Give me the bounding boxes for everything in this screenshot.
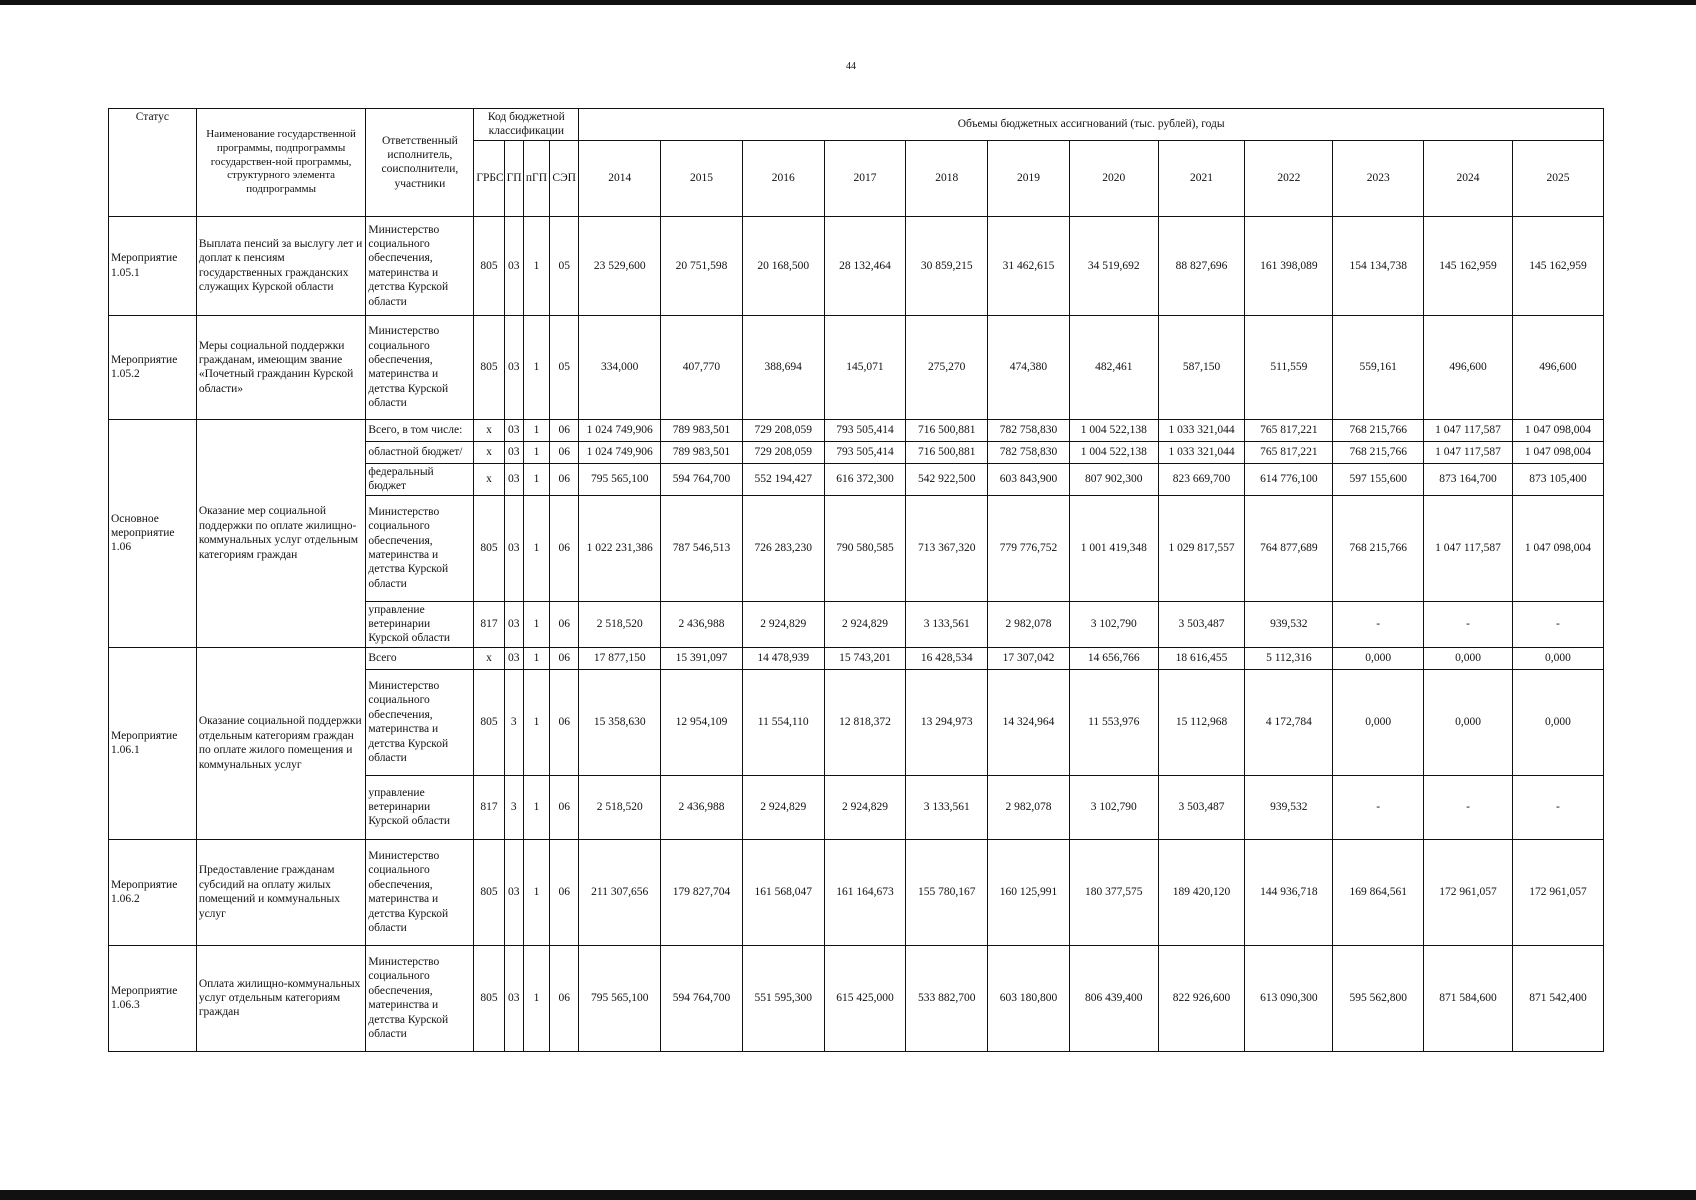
- header-year-col: 2023: [1333, 140, 1424, 216]
- value-cell: 11 554,110: [742, 669, 824, 775]
- status-cell: Мероприятие 1.05.1: [109, 216, 197, 315]
- value-cell: -: [1512, 601, 1603, 647]
- value-cell: 768 215,766: [1333, 441, 1424, 463]
- header-year-col: 2015: [661, 140, 743, 216]
- header-code-col: пГП: [523, 140, 549, 216]
- executor-cell: Министерство социального обеспечения, материнства и детства Курской области: [366, 839, 474, 945]
- value-cell: 2 924,829: [742, 775, 824, 839]
- value-cell: 0,000: [1333, 647, 1424, 669]
- value-cell: 1 004 522,138: [1069, 441, 1158, 463]
- value-cell: 603 843,900: [988, 463, 1070, 495]
- value-cell: 873 105,400: [1512, 463, 1603, 495]
- value-cell: 939,532: [1245, 601, 1333, 647]
- value-cell: -: [1512, 775, 1603, 839]
- value-cell: 16 428,534: [906, 647, 988, 669]
- value-cell: 1 047 098,004: [1512, 419, 1603, 441]
- value-cell: 179 827,704: [661, 839, 743, 945]
- value-cell: 789 983,501: [661, 419, 743, 441]
- value-cell: 614 776,100: [1245, 463, 1333, 495]
- value-cell: 823 669,700: [1158, 463, 1245, 495]
- value-cell: 787 546,513: [661, 495, 743, 601]
- code-cell: 03: [504, 647, 523, 669]
- value-cell: 161 398,089: [1245, 216, 1333, 315]
- value-cell: 594 764,700: [661, 945, 743, 1051]
- value-cell: 2 518,520: [579, 601, 661, 647]
- code-cell: 05: [550, 315, 579, 419]
- header-executor: Ответственный исполнитель, соисполнители, участники: [366, 109, 474, 217]
- value-cell: 822 926,600: [1158, 945, 1245, 1051]
- code-cell: 03: [504, 495, 523, 601]
- header-status: Статус: [109, 109, 197, 217]
- header-year-col: 2021: [1158, 140, 1245, 216]
- value-cell: 15 358,630: [579, 669, 661, 775]
- value-cell: 2 436,988: [661, 601, 743, 647]
- code-cell: 3: [504, 669, 523, 775]
- value-cell: 88 827,696: [1158, 216, 1245, 315]
- value-cell: 2 982,078: [988, 601, 1070, 647]
- code-cell: 1: [523, 669, 549, 775]
- header-year-col: 2025: [1512, 140, 1603, 216]
- executor-cell: федеральный бюджет: [366, 463, 474, 495]
- executor-cell: управление ветеринарии Курской области: [366, 601, 474, 647]
- code-cell: 03: [504, 216, 523, 315]
- header-name: Наименование государственной программы, подпрограммы государствен-ной программы, структурного элемента подпрограммы: [196, 109, 366, 217]
- table-row: [109, 216, 1604, 315]
- code-cell: 06: [550, 601, 579, 647]
- budget-table: [108, 108, 1604, 1052]
- header-code-col: ГП: [504, 140, 523, 216]
- value-cell: -: [1424, 775, 1513, 839]
- value-cell: -: [1424, 601, 1513, 647]
- value-cell: 795 565,100: [579, 463, 661, 495]
- value-cell: 15 743,201: [824, 647, 906, 669]
- code-cell: 1: [523, 601, 549, 647]
- value-cell: -: [1333, 601, 1424, 647]
- code-cell: 06: [550, 945, 579, 1051]
- value-cell: 1 047 098,004: [1512, 495, 1603, 601]
- value-cell: 144 936,718: [1245, 839, 1333, 945]
- value-cell: 765 817,221: [1245, 419, 1333, 441]
- code-cell: 805: [474, 216, 504, 315]
- value-cell: 161 164,673: [824, 839, 906, 945]
- value-cell: 275,270: [906, 315, 988, 419]
- value-cell: 5 112,316: [1245, 647, 1333, 669]
- value-cell: 716 500,881: [906, 419, 988, 441]
- value-cell: 23 529,600: [579, 216, 661, 315]
- value-cell: 2 518,520: [579, 775, 661, 839]
- name-cell: Оказание социальной поддержки отдельным категориям граждан по оплате жилого помещения и коммунальных услуг: [196, 647, 366, 839]
- value-cell: 716 500,881: [906, 441, 988, 463]
- header-year-col: 2019: [988, 140, 1070, 216]
- value-cell: 189 420,120: [1158, 839, 1245, 945]
- value-cell: 0,000: [1424, 669, 1513, 775]
- executor-cell: Всего: [366, 647, 474, 669]
- value-cell: 334,000: [579, 315, 661, 419]
- executor-cell: Министерство социального обеспечения, материнства и детства Курской области: [366, 315, 474, 419]
- code-cell: 1: [523, 839, 549, 945]
- value-cell: 795 565,100: [579, 945, 661, 1051]
- value-cell: 871 542,400: [1512, 945, 1603, 1051]
- header-year-col: 2024: [1424, 140, 1513, 216]
- value-cell: 3 102,790: [1069, 601, 1158, 647]
- value-cell: 1 001 419,348: [1069, 495, 1158, 601]
- header-code-col: СЭП: [550, 140, 579, 216]
- value-cell: 793 505,414: [824, 419, 906, 441]
- value-cell: 559,161: [1333, 315, 1424, 419]
- value-cell: 768 215,766: [1333, 495, 1424, 601]
- status-cell: Мероприятие 1.06.2: [109, 839, 197, 945]
- value-cell: 595 562,800: [1333, 945, 1424, 1051]
- value-cell: 34 519,692: [1069, 216, 1158, 315]
- value-cell: 587,150: [1158, 315, 1245, 419]
- value-cell: 145,071: [824, 315, 906, 419]
- value-cell: 3 133,561: [906, 775, 988, 839]
- value-cell: 1 033 321,044: [1158, 441, 1245, 463]
- code-cell: 1: [523, 419, 549, 441]
- scan-edge-bottom: [0, 1190, 1696, 1200]
- code-cell: 1: [523, 945, 549, 1051]
- value-cell: 0,000: [1333, 669, 1424, 775]
- code-cell: 805: [474, 945, 504, 1051]
- value-cell: 211 307,656: [579, 839, 661, 945]
- value-cell: 154 134,738: [1333, 216, 1424, 315]
- code-cell: 06: [550, 775, 579, 839]
- value-cell: 1 004 522,138: [1069, 419, 1158, 441]
- code-cell: 1: [523, 315, 549, 419]
- value-cell: 789 983,501: [661, 441, 743, 463]
- value-cell: 1 047 098,004: [1512, 441, 1603, 463]
- code-cell: 03: [504, 601, 523, 647]
- value-cell: 594 764,700: [661, 463, 743, 495]
- code-cell: x: [474, 647, 504, 669]
- code-cell: 03: [504, 315, 523, 419]
- value-cell: 3 102,790: [1069, 775, 1158, 839]
- name-cell: Предоставление гражданам субсидий на оплату жилых помещений и коммунальных услуг: [196, 839, 366, 945]
- status-cell: Мероприятие 1.06.1: [109, 647, 197, 839]
- code-cell: 817: [474, 775, 504, 839]
- code-cell: 1: [523, 647, 549, 669]
- header-code-group: Код бюджетной классификации: [474, 109, 579, 141]
- value-cell: 18 616,455: [1158, 647, 1245, 669]
- value-cell: 729 208,059: [742, 419, 824, 441]
- code-cell: 03: [504, 463, 523, 495]
- value-cell: 603 180,800: [988, 945, 1070, 1051]
- value-cell: 2 436,988: [661, 775, 743, 839]
- table-row: [109, 839, 1604, 945]
- value-cell: 4 172,784: [1245, 669, 1333, 775]
- value-cell: 793 505,414: [824, 441, 906, 463]
- value-cell: 551 595,300: [742, 945, 824, 1051]
- code-cell: 1: [523, 216, 549, 315]
- value-cell: 17 877,150: [579, 647, 661, 669]
- name-cell: Выплата пенсий за выслугу лет и доплат к пенсиям государственных гражданских служащих Курской области: [196, 216, 366, 315]
- value-cell: 873 164,700: [1424, 463, 1513, 495]
- status-cell: Мероприятие 1.06.3: [109, 945, 197, 1051]
- value-cell: 533 882,700: [906, 945, 988, 1051]
- table-row: [109, 945, 1604, 1051]
- table-row: [109, 419, 1604, 441]
- value-cell: 0,000: [1512, 647, 1603, 669]
- value-cell: 2 924,829: [824, 775, 906, 839]
- status-cell: Основное мероприятие 1.06: [109, 419, 197, 647]
- value-cell: 145 162,959: [1424, 216, 1513, 315]
- value-cell: 3 503,487: [1158, 601, 1245, 647]
- value-cell: 3 503,487: [1158, 775, 1245, 839]
- value-cell: 14 656,766: [1069, 647, 1158, 669]
- value-cell: 145 162,959: [1512, 216, 1603, 315]
- page-number: 44: [846, 61, 856, 72]
- value-cell: 180 377,575: [1069, 839, 1158, 945]
- value-cell: 31 462,615: [988, 216, 1070, 315]
- executor-cell: Всего, в том числе:: [366, 419, 474, 441]
- executor-cell: Министерство социального обеспечения, материнства и детства Курской области: [366, 945, 474, 1051]
- code-cell: x: [474, 419, 504, 441]
- value-cell: 3 133,561: [906, 601, 988, 647]
- value-cell: 155 780,167: [906, 839, 988, 945]
- value-cell: 615 425,000: [824, 945, 906, 1051]
- value-cell: 160 125,991: [988, 839, 1070, 945]
- value-cell: 13 294,973: [906, 669, 988, 775]
- value-cell: 482,461: [1069, 315, 1158, 419]
- value-cell: 15 112,968: [1158, 669, 1245, 775]
- value-cell: 28 132,464: [824, 216, 906, 315]
- code-cell: 805: [474, 669, 504, 775]
- code-cell: 06: [550, 419, 579, 441]
- header-code-col: ГРБС: [474, 140, 504, 216]
- value-cell: 20 751,598: [661, 216, 743, 315]
- scan-edge-top: [0, 0, 1696, 5]
- value-cell: 806 439,400: [1069, 945, 1158, 1051]
- table-row: [109, 315, 1604, 419]
- value-cell: 1 024 749,906: [579, 441, 661, 463]
- value-cell: 807 902,300: [1069, 463, 1158, 495]
- value-cell: 765 817,221: [1245, 441, 1333, 463]
- value-cell: 12 818,372: [824, 669, 906, 775]
- executor-cell: управление ветеринарии Курской области: [366, 775, 474, 839]
- code-cell: 06: [550, 441, 579, 463]
- code-cell: 03: [504, 839, 523, 945]
- value-cell: 542 922,500: [906, 463, 988, 495]
- value-cell: 790 580,585: [824, 495, 906, 601]
- code-cell: 06: [550, 647, 579, 669]
- value-cell: 14 324,964: [988, 669, 1070, 775]
- header-year-col: 2018: [906, 140, 988, 216]
- code-cell: 1: [523, 495, 549, 601]
- value-cell: 552 194,427: [742, 463, 824, 495]
- value-cell: 613 090,300: [1245, 945, 1333, 1051]
- code-cell: 03: [504, 945, 523, 1051]
- value-cell: 161 568,047: [742, 839, 824, 945]
- name-cell: Меры социальной поддержки гражданам, имеющим звание «Почетный гражданин Курской области»: [196, 315, 366, 419]
- value-cell: 15 391,097: [661, 647, 743, 669]
- value-cell: 768 215,766: [1333, 419, 1424, 441]
- code-cell: 1: [523, 441, 549, 463]
- value-cell: 2 982,078: [988, 775, 1070, 839]
- status-cell: Мероприятие 1.05.2: [109, 315, 197, 419]
- value-cell: 0,000: [1424, 647, 1513, 669]
- header-volumes-group: Объемы бюджетных ассигнований (тыс. рублей), годы: [579, 109, 1604, 141]
- value-cell: -: [1333, 775, 1424, 839]
- value-cell: 30 859,215: [906, 216, 988, 315]
- code-cell: 06: [550, 669, 579, 775]
- code-cell: 05: [550, 216, 579, 315]
- code-cell: x: [474, 463, 504, 495]
- value-cell: 172 961,057: [1512, 839, 1603, 945]
- header-year-col: 2020: [1069, 140, 1158, 216]
- value-cell: 496,600: [1512, 315, 1603, 419]
- value-cell: 474,380: [988, 315, 1070, 419]
- value-cell: 1 022 231,386: [579, 495, 661, 601]
- code-cell: 03: [504, 419, 523, 441]
- table-row: [109, 647, 1604, 669]
- value-cell: 764 877,689: [1245, 495, 1333, 601]
- value-cell: 1 033 321,044: [1158, 419, 1245, 441]
- value-cell: 782 758,830: [988, 441, 1070, 463]
- header-year-col: 2014: [579, 140, 661, 216]
- executor-cell: Министерство социального обеспечения, материнства и детства Курской области: [366, 216, 474, 315]
- value-cell: 172 961,057: [1424, 839, 1513, 945]
- code-cell: 805: [474, 839, 504, 945]
- value-cell: 729 208,059: [742, 441, 824, 463]
- value-cell: 1 029 817,557: [1158, 495, 1245, 601]
- code-cell: 1: [523, 775, 549, 839]
- code-cell: 3: [504, 775, 523, 839]
- code-cell: 06: [550, 495, 579, 601]
- value-cell: 2 924,829: [824, 601, 906, 647]
- value-cell: 1 047 117,587: [1424, 419, 1513, 441]
- value-cell: 779 776,752: [988, 495, 1070, 601]
- code-cell: 1: [523, 463, 549, 495]
- value-cell: 20 168,500: [742, 216, 824, 315]
- value-cell: 726 283,230: [742, 495, 824, 601]
- value-cell: 12 954,109: [661, 669, 743, 775]
- header-year-col: 2022: [1245, 140, 1333, 216]
- value-cell: 169 864,561: [1333, 839, 1424, 945]
- name-cell: Оплата жилищно-коммунальных услуг отдельным категориям граждан: [196, 945, 366, 1051]
- value-cell: 713 367,320: [906, 495, 988, 601]
- executor-cell: Министерство социального обеспечения, материнства и детства Курской области: [366, 669, 474, 775]
- header-year-col: 2017: [824, 140, 906, 216]
- executor-cell: Министерство социального обеспечения, материнства и детства Курской области: [366, 495, 474, 601]
- value-cell: 2 924,829: [742, 601, 824, 647]
- value-cell: 511,559: [1245, 315, 1333, 419]
- value-cell: 939,532: [1245, 775, 1333, 839]
- value-cell: 1 024 749,906: [579, 419, 661, 441]
- value-cell: 388,694: [742, 315, 824, 419]
- value-cell: 782 758,830: [988, 419, 1070, 441]
- value-cell: 11 553,976: [1069, 669, 1158, 775]
- header-year-col: 2016: [742, 140, 824, 216]
- code-cell: 805: [474, 315, 504, 419]
- executor-cell: областной бюджет/: [366, 441, 474, 463]
- code-cell: 817: [474, 601, 504, 647]
- value-cell: 14 478,939: [742, 647, 824, 669]
- value-cell: 616 372,300: [824, 463, 906, 495]
- name-cell: Оказание мер социальной поддержки по оплате жилищно-коммунальных услуг отдельным категориям граждан: [196, 419, 366, 647]
- code-cell: x: [474, 441, 504, 463]
- value-cell: 597 155,600: [1333, 463, 1424, 495]
- value-cell: 0,000: [1512, 669, 1603, 775]
- code-cell: 805: [474, 495, 504, 601]
- value-cell: 496,600: [1424, 315, 1513, 419]
- value-cell: 17 307,042: [988, 647, 1070, 669]
- value-cell: 407,770: [661, 315, 743, 419]
- value-cell: 1 047 117,587: [1424, 441, 1513, 463]
- code-cell: 06: [550, 463, 579, 495]
- value-cell: 871 584,600: [1424, 945, 1513, 1051]
- value-cell: 1 047 117,587: [1424, 495, 1513, 601]
- code-cell: 06: [550, 839, 579, 945]
- code-cell: 03: [504, 441, 523, 463]
